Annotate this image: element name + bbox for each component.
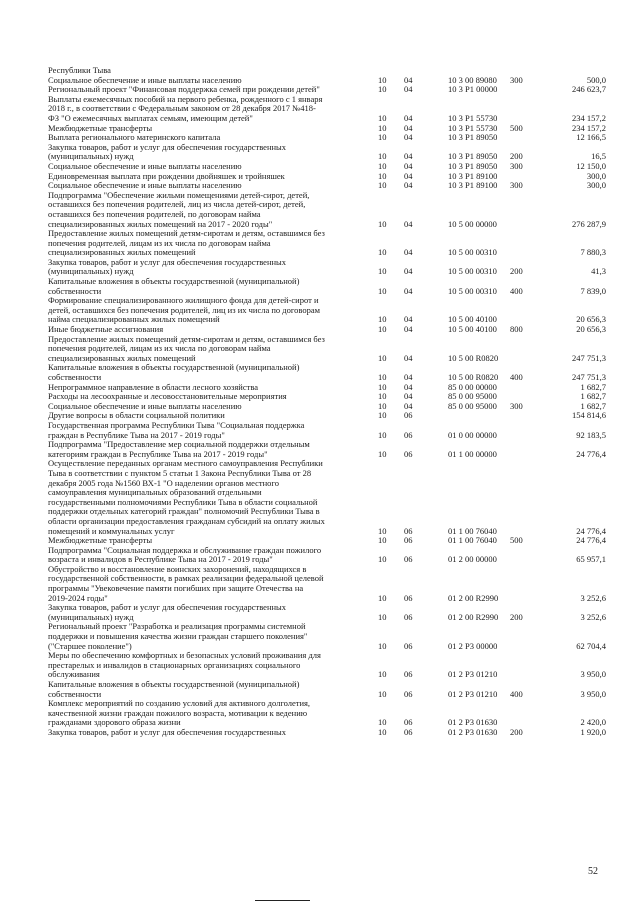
amount: 2 420,0 <box>580 717 606 728</box>
amount: 247 751,3 <box>572 372 606 382</box>
amount: 20 656,3 <box>576 314 606 325</box>
row-name: Единовременная выплата при рождении двойняшек и тройняшек <box>48 170 285 181</box>
section-code: 10 <box>378 132 387 143</box>
amount: 65 957,1 <box>576 554 606 565</box>
budget-table <box>48 66 610 738</box>
table-row <box>48 565 610 603</box>
amount: 234 157,2 <box>572 122 606 133</box>
target-article: 85 0 00 95000 <box>448 400 497 411</box>
section-code: 10 <box>378 525 387 536</box>
footer-mark <box>255 900 310 901</box>
expense-type: 400 <box>510 285 523 296</box>
subsection-code: 04 <box>404 218 413 229</box>
row-name: Иные бюджетные ассигнования <box>48 324 164 335</box>
expense-type: 200 <box>510 726 523 737</box>
subsection-code: 06 <box>404 592 413 603</box>
row-name: Региональный проект "Разработка и реализация программы системной поддержки и повышения качества жизни граждан старшего поколения" ("Старшее поколение") <box>48 621 308 651</box>
amount: 20 656,3 <box>576 324 606 335</box>
table-row <box>48 335 610 364</box>
amount: 92 183,5 <box>576 429 606 440</box>
row-name: Подпрограмма "Социальная поддержка и обслуживание граждан пожилого возраста и инвалидов в Республике Тыва на 2017 - 2019 годы" <box>48 544 322 565</box>
row-name: Расходы на лесоохранные и лесовосстановительные мероприятия <box>48 391 287 402</box>
row-name: Формирование специализированного жилищного фонда для детей-сирот и детей, оставшихся без попечения родителей, лиц из их числа по договорам найма специализированных жилых помещений <box>48 295 321 325</box>
target-article: 10 3 P1 89100 <box>448 180 498 191</box>
target-article: 01 1 00 76040 <box>448 535 497 546</box>
section-code: 10 <box>378 151 387 162</box>
target-article: 10 3 P1 55730 <box>448 112 498 123</box>
row-name: Другие вопросы в области социальной политики <box>48 410 225 421</box>
section-code: 10 <box>378 688 387 699</box>
amount: 300,0 <box>586 180 606 191</box>
target-article: 01 2 00 00000 <box>448 554 497 565</box>
subsection-code: 04 <box>404 391 413 402</box>
amount: 16,5 <box>591 151 606 162</box>
section-code: 10 <box>378 448 387 459</box>
table-row <box>48 440 610 459</box>
amount: 3 950,0 <box>580 669 606 680</box>
target-article: 10 3 P1 89050 <box>448 151 498 162</box>
row-name: Социальное обеспечение и иные выплаты населению <box>48 160 242 171</box>
table-row <box>48 277 610 296</box>
section-code: 10 <box>378 285 387 296</box>
subsection-code: 04 <box>404 324 413 335</box>
target-article: 85 0 00 95000 <box>448 391 497 402</box>
row-name: Республики Тыва <box>48 65 111 75</box>
amount: 300,0 <box>586 170 606 181</box>
row-name: Межбюджетные трансферты <box>48 535 153 546</box>
target-article: 01 2 P3 00000 <box>448 640 498 651</box>
section-code: 10 <box>378 554 387 565</box>
row-name: Социальное обеспечение и иные выплаты населению <box>48 180 242 191</box>
subsection-code: 06 <box>404 726 413 737</box>
section-code: 10 <box>378 640 387 651</box>
table-row <box>48 143 610 162</box>
amount: 3 950,0 <box>580 688 606 699</box>
target-article: 01 1 00 76040 <box>448 525 497 536</box>
section-code: 10 <box>378 352 387 363</box>
expense-type: 300 <box>510 74 523 85</box>
section-code: 10 <box>378 372 387 382</box>
table-row <box>48 258 610 277</box>
amount: 276 287,9 <box>572 218 606 229</box>
page-number: 52 <box>588 866 598 877</box>
section-code: 10 <box>378 74 387 85</box>
amount: 7 880,3 <box>580 247 606 258</box>
subsection-code: 06 <box>404 554 413 565</box>
expense-type: 800 <box>510 324 523 335</box>
target-article: 01 2 P3 01210 <box>448 669 498 680</box>
section-code: 10 <box>378 314 387 325</box>
subsection-code: 06 <box>404 669 413 680</box>
target-article: 01 0 00 00000 <box>448 429 497 440</box>
row-name: Подпрограмма "Предоставление мер социальной поддержки отдельным категориям граждан в Республике Тыва на 2017 - 2019 годы" <box>48 439 310 459</box>
expense-type: 300 <box>510 400 523 411</box>
subsection-code: 04 <box>404 314 413 325</box>
section-code: 10 <box>378 180 387 191</box>
target-article: 01 1 00 00000 <box>448 448 497 459</box>
section-code: 10 <box>378 535 387 546</box>
target-article: 10 5 00 00310 <box>448 266 497 277</box>
expense-type: 500 <box>510 122 523 133</box>
amount: 247 751,3 <box>572 352 606 363</box>
amount: 1 682,7 <box>580 391 606 402</box>
row-name: Социальное обеспечение и иные выплаты населению <box>48 74 242 85</box>
table-row <box>48 296 610 325</box>
section-code: 10 <box>378 170 387 181</box>
row-name: Капитальные вложения в объекты государственной (муниципальной) собственности <box>48 362 300 382</box>
row-name: Закупка товаров, работ и услуг для обеспечения государственных (муниципальных) нужд <box>48 141 287 162</box>
expense-type: 300 <box>510 180 523 191</box>
row-name: Закупка товаров, работ и услуг для обеспечения государственных (муниципальных) нужд <box>48 602 287 622</box>
subsection-code: 06 <box>404 688 413 699</box>
target-article: 10 3 P1 00000 <box>448 84 498 95</box>
amount: 1 682,7 <box>580 400 606 411</box>
target-article: 10 5 00 40100 <box>448 314 497 325</box>
table-row <box>48 363 610 382</box>
table-row <box>48 728 610 738</box>
section-code: 10 <box>378 122 387 133</box>
target-article: 10 5 00 00000 <box>448 218 497 229</box>
subsection-code: 04 <box>404 285 413 296</box>
row-name: Социальное обеспечение и иные выплаты населению <box>48 400 242 411</box>
section-code: 10 <box>378 410 387 421</box>
table-row <box>48 95 610 124</box>
subsection-code: 04 <box>404 84 413 95</box>
subsection-code: 04 <box>404 400 413 411</box>
target-article: 85 0 00 00000 <box>448 381 497 392</box>
subsection-code: 06 <box>404 640 413 651</box>
expense-type: 400 <box>510 372 523 382</box>
target-article: 10 3 P1 55730 <box>448 122 498 133</box>
row-name: Межбюджетные трансферты <box>48 122 153 133</box>
row-name: Предоставление жилых помещений детям-сиротам и детям, оставшимся без попечения родителей, лицам из их числа по договорам найма специализированных жилых помещений <box>48 228 325 258</box>
target-article: 10 5 00 00310 <box>448 285 497 296</box>
subsection-code: 04 <box>404 352 413 363</box>
amount: 3 252,6 <box>580 592 606 603</box>
expense-type: 200 <box>510 151 523 162</box>
target-article: 10 5 00 40100 <box>448 324 497 335</box>
subsection-code: 04 <box>404 122 413 133</box>
subsection-code: 04 <box>404 372 413 382</box>
target-article: 10 5 00 R0820 <box>448 352 499 363</box>
row-name: Капитальные вложения в объекты государственной (муниципальной) собственности <box>48 679 300 699</box>
target-article: 10 3 00 89080 <box>448 74 497 85</box>
table-row <box>48 603 610 622</box>
amount: 500,0 <box>586 74 606 85</box>
subsection-code: 04 <box>404 247 413 258</box>
section-code: 10 <box>378 84 387 95</box>
target-article: 01 2 P3 01630 <box>448 726 498 737</box>
expense-type: 400 <box>510 688 523 699</box>
subsection-code: 06 <box>404 717 413 728</box>
amount: 41,3 <box>591 266 606 277</box>
section-code: 10 <box>378 218 387 229</box>
table-row <box>48 699 610 728</box>
target-article: 10 5 00 R0820 <box>448 372 499 382</box>
section-code: 10 <box>378 381 387 392</box>
subsection-code: 04 <box>404 74 413 85</box>
table-row <box>48 651 610 680</box>
amount: 62 704,4 <box>576 640 606 651</box>
section-code: 10 <box>378 112 387 123</box>
target-article: 01 2 00 R2990 <box>448 592 499 603</box>
subsection-code: 04 <box>404 132 413 143</box>
row-name: Закупка товаров, работ и услуг для обеспечения государственных <box>48 726 287 737</box>
section-code: 10 <box>378 717 387 728</box>
section-code: 10 <box>378 391 387 402</box>
table-row <box>48 680 610 699</box>
amount: 24 776,4 <box>576 448 606 459</box>
subsection-code: 04 <box>404 381 413 392</box>
target-article: 10 3 P1 89050 <box>448 160 498 171</box>
subsection-code: 06 <box>404 525 413 536</box>
target-article: 10 3 P1 89100 <box>448 170 498 181</box>
subsection-code: 06 <box>404 448 413 459</box>
section-code: 10 <box>378 592 387 603</box>
amount: 154 814,6 <box>572 410 606 421</box>
target-article: 10 3 P1 89050 <box>448 132 498 143</box>
subsection-code: 04 <box>404 151 413 162</box>
table-row <box>48 546 610 565</box>
section-code: 10 <box>378 247 387 258</box>
row-name: Региональный проект "Финансовая поддержка семей при рождении детей" <box>48 84 320 95</box>
section-code: 10 <box>378 611 387 622</box>
subsection-code: 06 <box>404 535 413 546</box>
subsection-code: 06 <box>404 429 413 440</box>
amount: 24 776,4 <box>576 535 606 546</box>
section-code: 10 <box>378 266 387 277</box>
amount: 1 682,7 <box>580 381 606 392</box>
row-name: Подпрограмма "Обеспечение жильми помещениями детей-сирот, детей, оставшихся без попечения родителей, лиц из числа детей-сирот, детей, оставшихся без попечения родителей, по договорам найма специализированных жилых помещений на 2017 - 2020 годы" <box>48 189 310 229</box>
target-article: 01 2 P3 01630 <box>448 717 498 728</box>
row-name: Закупка товаров, работ и услуг для обеспечения государственных (муниципальных) нужд <box>48 256 287 277</box>
expense-type: 300 <box>510 160 523 171</box>
row-name: Предоставление жилых помещений детям-сиротам и детям, оставшимся без попечения родителей, лицам из их числа по договорам найма специализированных жилых помещений <box>48 333 325 363</box>
subsection-code: 04 <box>404 112 413 123</box>
target-article: 01 2 P3 01210 <box>448 688 498 699</box>
section-code: 10 <box>378 429 387 440</box>
row-name: Выплата регионального материнского капитала <box>48 132 221 143</box>
amount: 3 252,6 <box>580 611 606 622</box>
table-row <box>48 421 610 440</box>
amount: 234 157,2 <box>572 112 606 123</box>
subsection-code: 04 <box>404 266 413 277</box>
subsection-code: 04 <box>404 180 413 191</box>
section-code: 10 <box>378 160 387 171</box>
amount: 7 839,0 <box>580 285 606 296</box>
target-article: 10 5 00 00310 <box>448 247 497 258</box>
row-name: Обустройство и восстановление воинских захоронений, находящихся в государственной собственности, в рамках реализации федеральной целевой программы "Увековечение памяти погибших при защите Отечества на 2019-2024 годы" <box>48 563 324 603</box>
amount: 1 920,0 <box>580 726 606 737</box>
amount: 12 150,0 <box>576 160 606 171</box>
section-code: 10 <box>378 400 387 411</box>
expense-type: 500 <box>510 535 523 546</box>
amount: 12 166,5 <box>576 132 606 143</box>
subsection-code: 04 <box>404 170 413 181</box>
amount: 246 623,7 <box>572 84 606 95</box>
subsection-code: 06 <box>404 410 413 421</box>
subsection-code: 04 <box>404 160 413 171</box>
section-code: 10 <box>378 324 387 335</box>
row-name: Комплекс мероприятий по созданию условий для активного долголетия, качественной жизни граждан пожилого возраста, мотивации к ведению гражданами здорового образа жизни <box>48 698 311 728</box>
row-name: Капитальные вложения в объекты государственной (муниципальной) собственности <box>48 276 300 296</box>
expense-type: 200 <box>510 611 523 622</box>
table-row <box>48 191 610 229</box>
section-code: 10 <box>378 726 387 737</box>
section-code: 10 <box>378 669 387 680</box>
row-name: Выплаты ежемесячных пособий на первого ребенка, рожденного с 1 января 2018 г., в соответствии с Федеральным законом от 28 декабря 2017 №418- ФЗ "О ежемесячных выплатах семьям, имеющим детей" <box>48 93 323 123</box>
table-row <box>48 459 610 536</box>
row-name: Государственная программа Республики Тыва "Социальная поддержка граждан в Республике Тыва на 2017 - 2019 годы" <box>48 419 305 440</box>
table-row <box>48 229 610 258</box>
amount: 24 776,4 <box>576 525 606 536</box>
expense-type: 200 <box>510 266 523 277</box>
row-name: Осуществление переданных органам местного самоуправления Республики Тыва в соответствии с пунктом 5 статьи 1 Закона Республики Тыва от 28 декабря 2005 года №1560 ВХ-1 "О наделении органов местного самоуправления муниципальных образований отдельными государственными полномочиями Республики Тыва в области социальной поддержки отдельных категорий граждан" полномочий Республики Тыва в области организации предоставления гражданам субсидий на оплату жилых помещений и коммунальных услуг <box>48 458 325 536</box>
subsection-code: 06 <box>404 611 413 622</box>
row-name: Меры по обеспечению комфортных и безопасных условий проживания для престарелых и инвалидов в стационарных организациях социального обслуживания <box>48 650 321 680</box>
target-article: 01 2 00 R2990 <box>448 611 499 622</box>
row-name: Непрограммное направление в области лесного хозяйства <box>48 381 258 392</box>
table-row <box>48 622 610 651</box>
